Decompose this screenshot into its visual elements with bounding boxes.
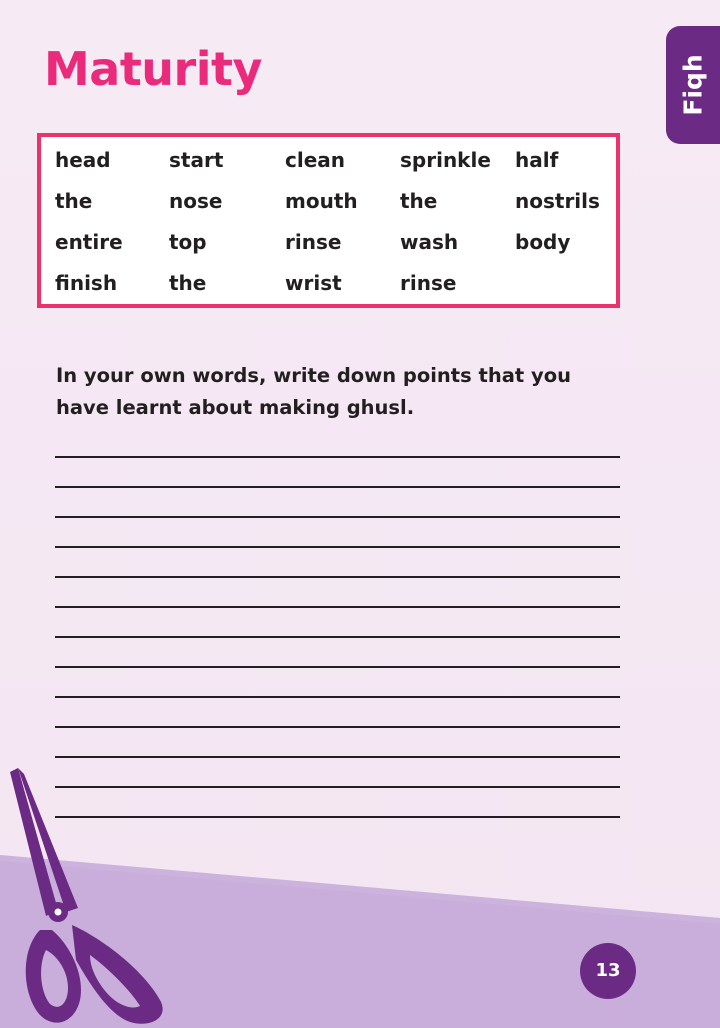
writing-line[interactable] bbox=[55, 486, 620, 488]
writing-line[interactable] bbox=[55, 546, 620, 548]
word-bank-item: rinse bbox=[285, 230, 342, 254]
word-bank-item: sprinkle bbox=[400, 148, 491, 172]
writing-line[interactable] bbox=[55, 456, 620, 458]
word-bank-item: clean bbox=[285, 148, 346, 172]
word-bank-item: body bbox=[515, 230, 571, 254]
word-bank-item: rinse bbox=[400, 271, 457, 295]
writing-line[interactable] bbox=[55, 606, 620, 608]
word-bank-item: entire bbox=[55, 230, 123, 254]
writing-line[interactable] bbox=[55, 726, 620, 728]
writing-line[interactable] bbox=[55, 696, 620, 698]
instruction-line-2: have learnt about making ghusl. bbox=[56, 396, 415, 419]
word-bank-item: head bbox=[55, 148, 111, 172]
word-bank-item: wrist bbox=[285, 271, 342, 295]
word-bank-item: nostrils bbox=[515, 189, 600, 213]
activity-instruction bbox=[56, 360, 636, 424]
section-tab-label: Fiqh bbox=[678, 54, 708, 116]
word-bank-item: the bbox=[169, 271, 207, 295]
word-bank-item: start bbox=[169, 148, 224, 172]
writing-line[interactable] bbox=[55, 516, 620, 518]
writing-line[interactable] bbox=[55, 666, 620, 668]
word-bank-item: mouth bbox=[285, 189, 358, 213]
word-bank-item: wash bbox=[400, 230, 459, 254]
word-bank-item: finish bbox=[55, 271, 118, 295]
word-bank-item: the bbox=[400, 189, 438, 213]
word-bank-item: nose bbox=[169, 189, 223, 213]
word-bank-item: half bbox=[515, 148, 559, 172]
instruction-line-1: In your own words, write down points that you bbox=[56, 364, 571, 387]
word-bank-item: top bbox=[169, 230, 207, 254]
page-number: 13 bbox=[595, 960, 621, 981]
writing-line[interactable] bbox=[55, 636, 620, 638]
scissors-icon bbox=[0, 760, 170, 1028]
writing-line[interactable] bbox=[55, 576, 620, 578]
writing-line[interactable] bbox=[55, 756, 620, 758]
page-title: Maturity bbox=[44, 42, 262, 96]
word-bank-item: the bbox=[55, 189, 93, 213]
